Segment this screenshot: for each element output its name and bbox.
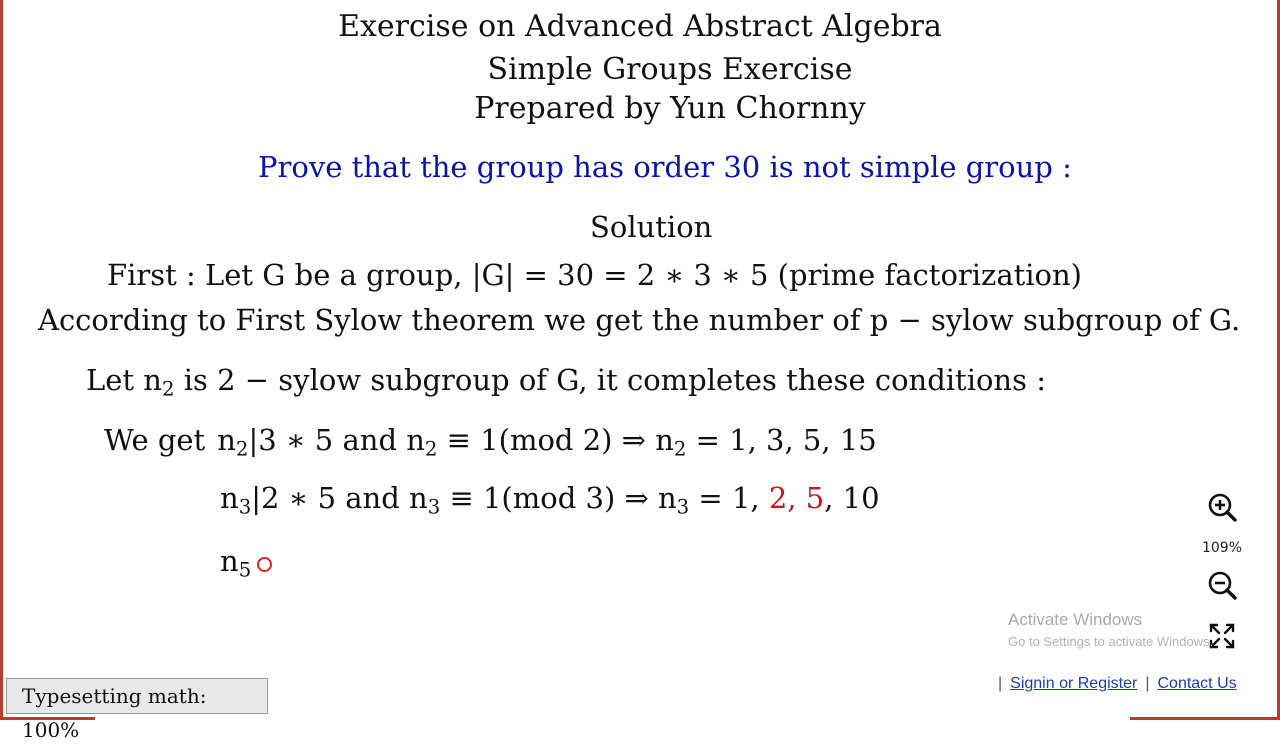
course-title: Exercise on Advanced Abstract Algebra: [338, 9, 942, 44]
n5-sub: 5: [238, 558, 252, 582]
zoom-level: 109%: [1201, 540, 1243, 556]
frame-left: [0, 0, 3, 720]
signin-link[interactable]: Signin or Register: [1010, 675, 1138, 692]
n3-highlighted-values: 2, 5: [768, 481, 825, 515]
n2-result: = 1, 3, 5, 15: [686, 423, 877, 457]
n3-sub-b: 3: [427, 495, 441, 519]
n2-sub-b: 2: [424, 437, 438, 461]
activate-windows-title: Activate Windows: [1008, 610, 1143, 629]
n3-result-start: = 1,: [689, 481, 769, 515]
zoom-out-icon: [1207, 570, 1237, 600]
typesetting-status: Typesetting math: 100%: [6, 678, 268, 714]
we-get-label: We get: [104, 423, 206, 457]
problem-statement: Prove that the group has order 30 is not simple group :: [258, 150, 1072, 184]
exercise-title: Simple Groups Exercise: [487, 52, 853, 87]
zoom-out-button[interactable]: [1206, 569, 1238, 601]
n5-line: $n_5$: [220, 543, 272, 579]
sylow-theorem-statement: According to First Sylow theorem we get the number of p − sylow subgroup of G.: [38, 303, 1241, 337]
zoom-in-icon: [1207, 492, 1237, 522]
first-statement: First : Let G be a group, |G| = 30 = 2 ∗ 3 ∗ 5 (prime factorization): [107, 258, 1082, 292]
solution-heading: Solution: [590, 210, 713, 244]
n3-sub-a: 3: [238, 495, 252, 519]
zoom-in-button[interactable]: [1206, 491, 1238, 523]
contact-link[interactable]: Contact Us: [1157, 675, 1237, 692]
author-line: Prepared by Yun Chornny: [474, 91, 866, 126]
n2-part2: ≡ 1(mod 2) ⇒ n: [437, 423, 674, 457]
n3-part2: ≡ 1(mod 3) ⇒ n: [440, 481, 677, 515]
n2-def-prefix: Let n: [86, 363, 162, 397]
footer-links: [990, 675, 1237, 693]
n3-conditions: $n_3|2$ ∗ 5 and $n_3 \equiv 1(mod$ 3) ⇒ $n_3 = 1$, 2, 5, 10: [220, 481, 880, 519]
footer-separator: |: [1145, 675, 1150, 692]
pen-cursor-icon: [257, 557, 272, 572]
n2-conditions: We get $n_2|3$ ∗ 5 and $n_2 \equiv 1(mod$ 2) ⇒ $n_2 = 1$, 3, 5, 15: [104, 423, 877, 461]
n2-part1: |3 ∗ 5 and n: [248, 423, 425, 457]
n2-def-sub: 2: [161, 377, 175, 401]
n3-sub-c: 3: [676, 495, 690, 519]
n2-sub-a: 2: [235, 437, 249, 461]
footer-separator: |: [998, 675, 1003, 692]
n3-result-end: , 10: [824, 481, 880, 515]
n2-def-suffix: is 2 − sylow subgroup of G, it completes these conditions :: [174, 363, 1046, 397]
n2-definition: [86, 362, 1046, 401]
n3-part1: |2 ∗ 5 and n: [251, 481, 428, 515]
activate-windows-subtitle: Go to Settings to activate Windows.: [1008, 634, 1214, 649]
n2-sub-c: 2: [673, 437, 687, 461]
